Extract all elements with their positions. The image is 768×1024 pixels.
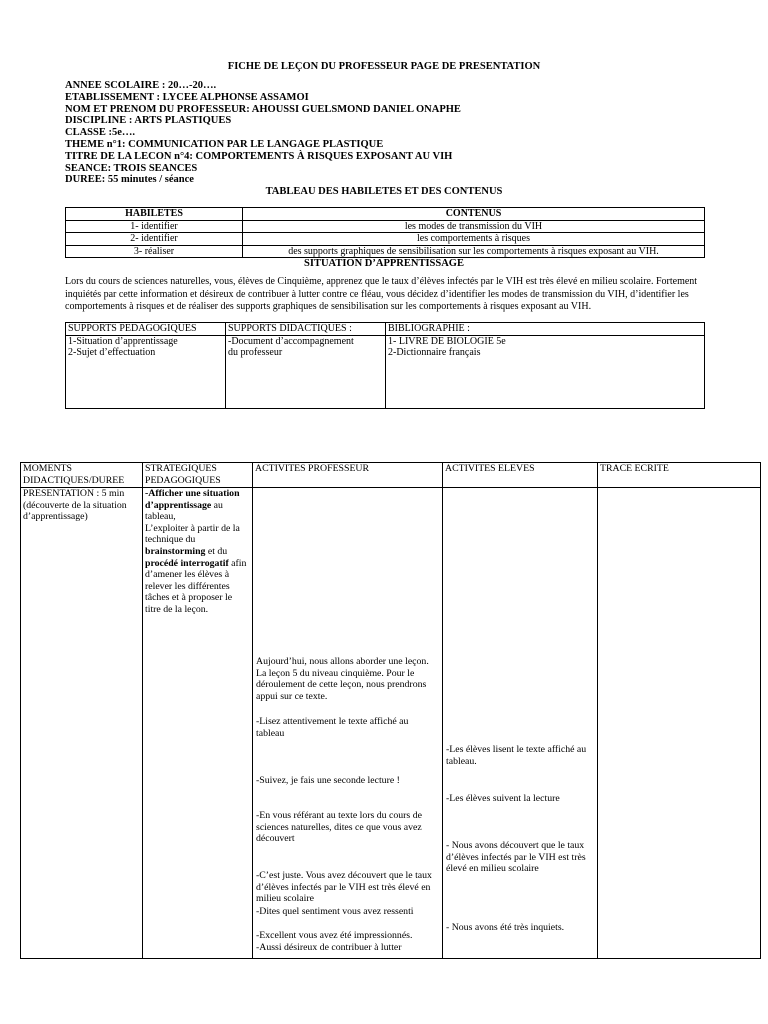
- lesson-title: TITRE DE LA LECON n°4: COMPORTEMENTS À RISQUES EXPOSANT AU VIH: [65, 150, 453, 162]
- written-trace-cell: [598, 488, 761, 959]
- table-header-row: [21, 463, 761, 488]
- moment-cell: [21, 488, 143, 959]
- sessions: SEANCE: TROIS SEANCES: [65, 162, 198, 174]
- teacher-line: -Aussi désireux de contribuer à lutter: [256, 942, 402, 953]
- table-cell: les comportements à risques: [243, 233, 705, 246]
- lesson-info: [65, 80, 461, 186]
- habiletes-table: [65, 207, 705, 258]
- table-row: [66, 220, 705, 233]
- student-line: - Nous avons été très inquiets.: [446, 922, 565, 933]
- column-header: BIBLIOGRAPHIE :: [386, 323, 705, 336]
- teacher-activities-cell: [253, 488, 443, 959]
- list-item: 1- LIVRE DE BIOLOGIE 5e: [388, 335, 506, 347]
- list-item: du professeur: [228, 347, 283, 358]
- strategy-text: -Afficher une situation d’apprentissage au tableau, L’exploiter à partir de la technique du brainstorming et du procédé interrogatif afin d’amener les élèves à relever les différentes tâches et à proposer le titre de la leçon.: [145, 488, 247, 615]
- strategy-cell: [143, 488, 253, 959]
- column-header: TRACE ECRITE: [598, 463, 761, 488]
- discipline: DISCIPLINE : ARTS PLASTIQUES: [65, 115, 232, 127]
- column-header: SUPPORTS DIDACTIQUES :: [226, 323, 386, 336]
- school-year: ANNEE SCOLAIRE : 20…-20….: [65, 80, 217, 91]
- situation-text: Lors du cours de sciences naturelles, vous, élèves de Cinquième, apprenez que le taux d’élèves infectés par le VIH est très élevé en milieu scolaire. Fortement inquiétés par cette information et désireux de contribuer à lutter contre ce fléau, vous décidez d’identifier les modes de transmission du VIH, d’identifier les comportements à risques et de réaliser des supports graphiques de sensibilisation sur les comportements à risques exposant au VIH.: [65, 276, 698, 312]
- student-activities-cell: [443, 488, 598, 959]
- list-item: -Document d’accompagnement: [228, 335, 354, 347]
- table-cell: [226, 335, 386, 408]
- table-cell: 2- identifier: [66, 233, 243, 246]
- lesson-progress-table: [20, 462, 761, 959]
- list-item: 2-Sujet d’effectuation: [68, 347, 156, 358]
- column-header: HABILETES: [66, 208, 243, 221]
- teacher-line: Aujourd’hui, nous allons aborder une leçon. La leçon 5 du niveau cinquième. Pour le déroulement de cette leçon, nous prendrons appui sur ce texte.: [256, 656, 429, 702]
- teacher-name: NOM ET PRENOM DU PROFESSEUR: AHOUSSI GUELSMOND DANIEL ONAPHE: [65, 103, 461, 115]
- list-item: 1-Situation d’apprentissage: [68, 335, 178, 347]
- column-header: SUPPORTS PEDAGOGIQUES: [66, 323, 226, 336]
- student-line: - Nous avons découvert que le taux d’élèves infectés par le VIH est très élevé en milieu scolaire: [446, 840, 586, 875]
- teacher-line: -Suivez, je fais une seconde lecture !: [256, 775, 400, 786]
- duration: DUREE: 55 minutes / séance: [65, 174, 194, 186]
- table-cell: 3- réaliser: [66, 245, 243, 258]
- teacher-line: -En vous référant au texte lors du cours de sciences naturelles, dites ce que vous avez découvert: [256, 810, 422, 845]
- column-header: CONTENUS: [243, 208, 705, 221]
- column-header: ACTIVITES PROFESSEUR: [253, 463, 443, 488]
- page-title: FICHE DE LEÇON DU PROFESSEUR PAGE DE PRESENTATION: [227, 61, 541, 72]
- school-name: ETABLISSEMENT : LYCEE ALPHONSE ASSAMOI: [65, 91, 309, 103]
- theme: THEME n°1: COMMUNICATION PAR LE LANGAGE PLASTIQUE: [65, 138, 384, 150]
- teacher-line: -Excellent vous avez été impressionnés.: [256, 930, 413, 941]
- situation-title: SITUATION D’APPRENTISSAGE: [304, 258, 464, 269]
- moment-note: (découverte de la situation d’apprentissage): [23, 499, 127, 523]
- column-header: STRATEGIQUES PEDAGOGIQUES: [143, 463, 253, 488]
- column-header: ACTIVITES ELEVES: [443, 463, 598, 488]
- student-line: -Les élèves suivent la lecture: [446, 793, 560, 804]
- teacher-line: -Dites quel sentiment vous avez ressenti: [256, 906, 414, 917]
- teacher-line: -Lisez attentivement le texte affiché au tableau: [256, 716, 409, 739]
- table-row: [66, 245, 705, 258]
- student-line: -Les élèves lisent le texte affiché au tableau.: [446, 744, 587, 767]
- table-row: [66, 335, 705, 408]
- table-cell: les modes de transmission du VIH: [243, 220, 705, 233]
- table-cell: [386, 335, 705, 408]
- table-cell: des supports graphiques de sensibilisation sur les comportements à risques exposant au VIH.: [243, 245, 705, 258]
- table-header-row: [66, 208, 705, 221]
- list-item: 2-Dictionnaire français: [388, 347, 481, 358]
- moment-title: PRESENTATION : 5 min: [23, 488, 125, 499]
- class: CLASSE :5e….: [65, 127, 136, 139]
- table-row: [66, 233, 705, 246]
- table-header-row: [66, 323, 705, 336]
- teacher-line: -C’est juste. Vous avez découvert que le taux d’élèves infectés par le VIH est très élevé en milieu scolaire: [256, 870, 432, 905]
- table-row: [21, 488, 761, 959]
- table-cell: [66, 335, 226, 408]
- table-cell: 1- identifier: [66, 220, 243, 233]
- column-header: MOMENTS DIDACTIQUES/DUREE: [21, 463, 143, 488]
- supports-table: [65, 322, 705, 409]
- habiletes-caption: TABLEAU DES HABILETES ET DES CONTENUS: [265, 186, 503, 197]
